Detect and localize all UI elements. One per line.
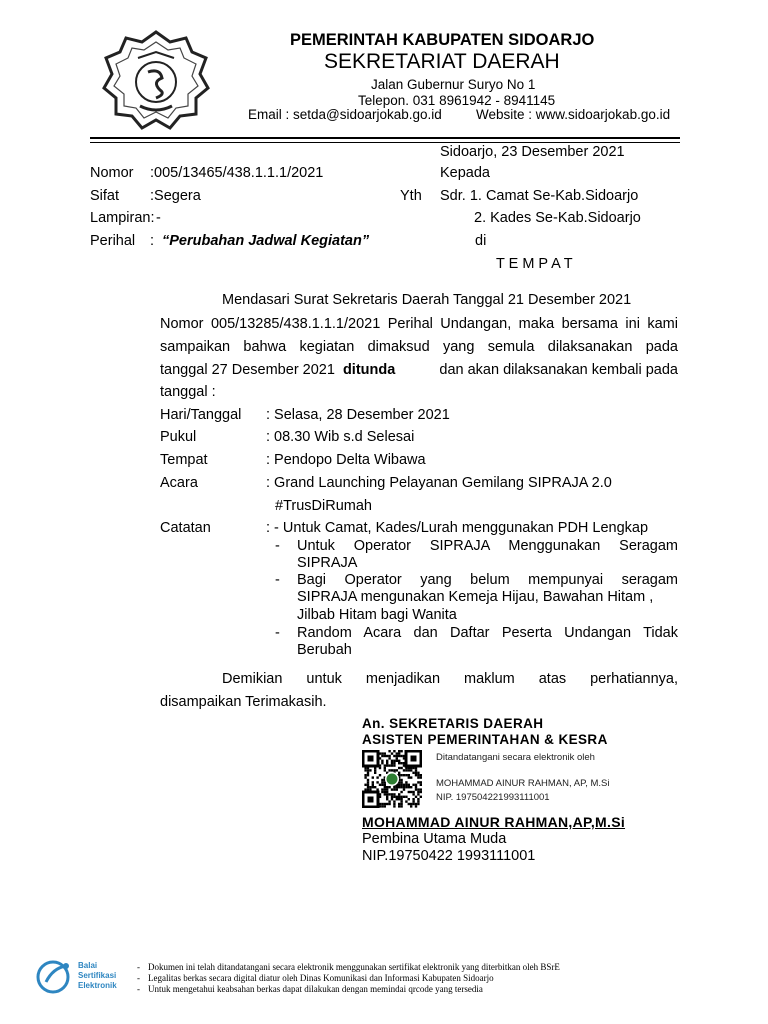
body-line-4 bbox=[160, 362, 678, 378]
office-website: Website : www.sidoarjokab.go.id bbox=[476, 107, 671, 122]
signature-an: An. SEKRETARIS DAERAH bbox=[362, 716, 544, 731]
catatan-item-1: : - Untuk Camat, Kades/Lurah menggunakan PDH Lengkap bbox=[266, 520, 649, 536]
body-line-1: Mendasari Surat Sekretaris Daerah Tanggal 21 Desember 2021 bbox=[222, 292, 632, 308]
closing-line-1: Demikian untuk menjadikan maklum atas perhatiannya, bbox=[222, 671, 678, 687]
to-label: Kepada bbox=[440, 165, 490, 181]
catatan-dash-2: - bbox=[275, 538, 280, 554]
esign-name: MOHAMMAD AINUR RAHMAN, AP, M.Si bbox=[436, 778, 610, 789]
detail-acara-value: : Grand Launching Pelayanan Gemilang SIPRAJA 2.0 bbox=[266, 475, 612, 491]
catatan-item-3-line-3: Jilbab Hitam bagi Wanita bbox=[297, 607, 457, 623]
tempat-label: T E M P A T bbox=[496, 256, 573, 272]
catatan-item-3-line-2: SIPRAJA mengunakan Kemeja Hijau, Bawahan Hitam , bbox=[297, 589, 654, 605]
detail-hari-label: Hari/Tanggal bbox=[160, 407, 242, 423]
detail-tempat-value: : Pendopo Delta Wibawa bbox=[266, 452, 426, 468]
footer-note-3: Untuk mengetahui keabsahan berkas dapat dilakukan dengan memindai qrcode yang tersedia bbox=[148, 984, 483, 994]
bsre-logo bbox=[36, 960, 136, 994]
footer-note-2: Legalitas berkas secara digital diatur oleh Dinas Komunikasi dan Informasi Kabupaten Sidoarjo bbox=[148, 973, 494, 983]
government-name: PEMERINTAH KABUPATEN SIDOARJO bbox=[290, 31, 595, 49]
body-line-4-start: tanggal 27 Desember 2021 bbox=[160, 362, 335, 378]
bsre-line-1: Balai bbox=[78, 961, 98, 970]
detail-hari-value: : Selasa, 28 Desember 2021 bbox=[266, 407, 450, 423]
catatan-item-2-line-2: SIPRAJA bbox=[297, 555, 358, 571]
office-name: SEKRETARIAT DAERAH bbox=[324, 50, 560, 73]
signature-title: ASISTEN PEMERINTAHAN & KESRA bbox=[362, 732, 608, 747]
lampiran-value: - bbox=[156, 210, 161, 226]
letterhead-rule-thin bbox=[90, 142, 680, 143]
lampiran-label: Lampiran: bbox=[90, 210, 155, 226]
footer-dash-1: - bbox=[137, 962, 140, 972]
perihal-label: Perihal bbox=[90, 233, 136, 249]
catatan-label: Catatan bbox=[160, 520, 211, 536]
nomor-label: Nomor bbox=[90, 165, 134, 181]
catatan-item-3-line-1: Bagi Operator yang belum mempunyai seragam bbox=[297, 572, 678, 588]
detail-tempat-label: Tempat bbox=[160, 452, 208, 468]
body-line-3: sampaikan bahwa kegiatan dimaksud yang semula dilaksanakan pada bbox=[160, 339, 678, 355]
bsre-line-2: Sertifikasi bbox=[78, 971, 117, 980]
catatan-item-4-line-2: Berubah bbox=[297, 642, 352, 658]
office-address: Jalan Gubernur Suryo No 1 bbox=[371, 77, 536, 92]
body-line-4-ditunda: ditunda bbox=[342, 362, 396, 378]
closing-line-2: disampaikan Terimakasih. bbox=[160, 694, 327, 710]
catatan-item-2-line-1: Untuk Operator SIPRAJA Menggunakan Seragam bbox=[297, 538, 678, 554]
signatory-nip: NIP.19750422 1993111001 bbox=[362, 848, 536, 864]
place-date: Sidoarjo, 23 Desember 2021 bbox=[440, 144, 625, 160]
bsre-logo-icon bbox=[36, 960, 74, 994]
bsre-line-3: Elektronik bbox=[78, 981, 117, 990]
qr-emblem-icon bbox=[387, 774, 398, 785]
office-phone: Telepon. 031 8961942 - 8941145 bbox=[358, 93, 556, 108]
esign-caption: Ditandatangani secara elektronik oleh bbox=[436, 752, 595, 763]
office-email: Email : setda@sidoarjokab.go.id bbox=[248, 107, 442, 122]
body-line-4-end: dan akan dilaksanakan kembali pada bbox=[439, 362, 678, 378]
footer-note-1: Dokumen ini telah ditandatangani secara elektronik menggunakan sertifikat elektronik yang diterbitkan oleh BSrE bbox=[148, 962, 560, 972]
sifat-label: Sifat bbox=[90, 188, 120, 204]
detail-pukul-value: : 08.30 Wib s.d Selesai bbox=[266, 429, 415, 445]
letterhead-rule-thick bbox=[90, 137, 680, 139]
catatan-dash-4: - bbox=[275, 625, 280, 641]
nomor-value: :005/13465/438.1.1.1/2021 bbox=[150, 165, 324, 181]
sifat-value: :Segera bbox=[150, 188, 201, 204]
esign-qr-code bbox=[362, 750, 422, 808]
catatan-dash-3: - bbox=[275, 572, 280, 588]
esign-nip: NIP. 197504221993111001 bbox=[436, 792, 550, 803]
perihal-colon: : bbox=[150, 233, 155, 249]
recipient-1: Sdr. 1. Camat Se-Kab.Sidoarjo bbox=[440, 188, 639, 204]
footer-dash-3: - bbox=[137, 984, 140, 994]
signatory-rank: Pembina Utama Muda bbox=[362, 831, 507, 847]
body-line-5: tanggal : bbox=[160, 384, 216, 400]
recipient-2: 2. Kades Se-Kab.Sidoarjo bbox=[474, 210, 641, 226]
catatan-item-4-line-1: Random Acara dan Daftar Peserta Undangan Tidak bbox=[297, 625, 678, 641]
yth-label: Yth bbox=[400, 188, 422, 204]
body-line-2: Nomor 005/13285/438.1.1.1/2021 Perihal Undangan, maka bersama ini kami bbox=[160, 316, 678, 332]
regency-emblem-icon bbox=[100, 28, 212, 132]
footer-dash-2: - bbox=[137, 973, 140, 983]
signatory-name: MOHAMMAD AINUR RAHMAN,AP,M.Si bbox=[362, 814, 626, 830]
detail-acara-label: Acara bbox=[160, 475, 198, 491]
detail-pukul-label: Pukul bbox=[160, 429, 197, 445]
hashtag: #TrusDiRumah bbox=[275, 498, 372, 514]
perihal-value: “Perubahan Jadwal Kegiatan” bbox=[162, 233, 370, 249]
di-label: di bbox=[475, 233, 487, 249]
